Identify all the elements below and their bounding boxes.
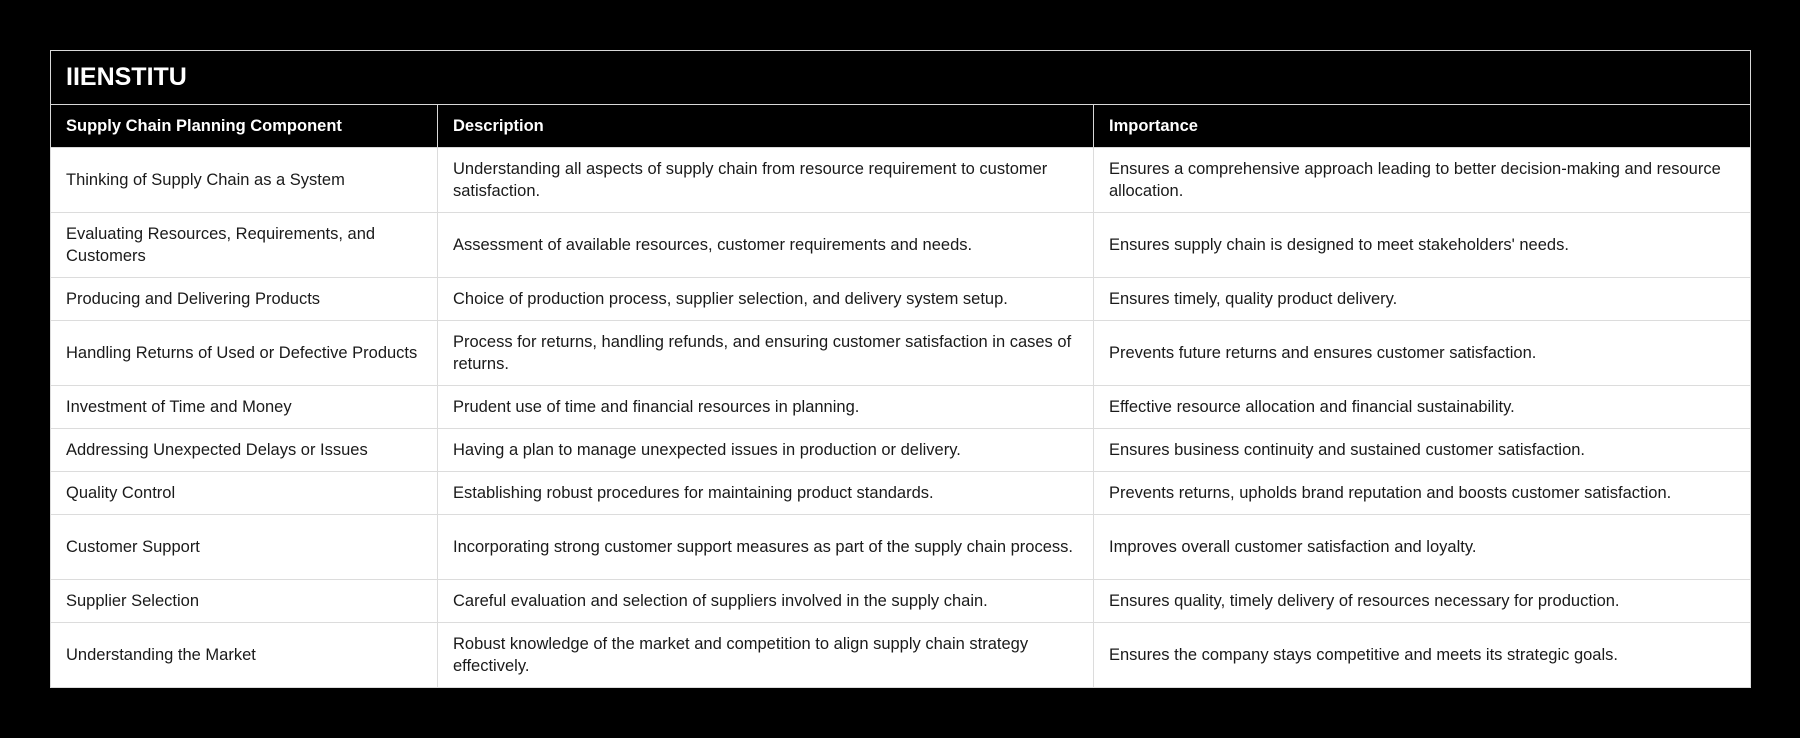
cell-importance: Prevents future returns and ensures customer satisfaction.: [1094, 321, 1751, 386]
cell-component: Quality Control: [51, 472, 438, 515]
cell-description: Choice of production process, supplier selection, and delivery system setup.: [438, 278, 1094, 321]
cell-importance: Effective resource allocation and financial sustainability.: [1094, 386, 1751, 429]
cell-importance: Ensures quality, timely delivery of resources necessary for production.: [1094, 580, 1751, 623]
cell-importance: Prevents returns, upholds brand reputation and boosts customer satisfaction.: [1094, 472, 1751, 515]
cell-description: Assessment of available resources, customer requirements and needs.: [438, 213, 1094, 278]
cell-description: Careful evaluation and selection of suppliers involved in the supply chain.: [438, 580, 1094, 623]
header-row: [51, 105, 1751, 148]
cell-component: Customer Support: [51, 515, 438, 580]
cell-description: Incorporating strong customer support measures as part of the supply chain process.: [438, 515, 1094, 580]
table-row: [51, 148, 1751, 213]
table-row: [51, 213, 1751, 278]
table-title: IIENSTITU: [51, 51, 1751, 105]
title-row: [51, 51, 1751, 105]
cell-component: Thinking of Supply Chain as a System: [51, 148, 438, 213]
table-row: [51, 472, 1751, 515]
cell-component: Producing and Delivering Products: [51, 278, 438, 321]
table-row: [51, 278, 1751, 321]
table-row: [51, 429, 1751, 472]
header-importance: Importance: [1094, 105, 1751, 148]
cell-component: Addressing Unexpected Delays or Issues: [51, 429, 438, 472]
cell-importance: Ensures supply chain is designed to meet stakeholders' needs.: [1094, 213, 1751, 278]
table-row: [51, 515, 1751, 580]
cell-description: Having a plan to manage unexpected issues in production or delivery.: [438, 429, 1094, 472]
cell-description: Establishing robust procedures for maintaining product standards.: [438, 472, 1094, 515]
cell-component: Evaluating Resources, Requirements, and Customers: [51, 213, 438, 278]
table-row: [51, 623, 1751, 688]
cell-importance: Ensures a comprehensive approach leading to better decision-making and resource allocation.: [1094, 148, 1751, 213]
cell-importance: Ensures the company stays competitive and meets its strategic goals.: [1094, 623, 1751, 688]
table-row: [51, 580, 1751, 623]
cell-importance: Ensures business continuity and sustained customer satisfaction.: [1094, 429, 1751, 472]
cell-component: Handling Returns of Used or Defective Products: [51, 321, 438, 386]
cell-component: Investment of Time and Money: [51, 386, 438, 429]
cell-description: Process for returns, handling refunds, and ensuring customer satisfaction in cases of returns.: [438, 321, 1094, 386]
cell-importance: Improves overall customer satisfaction and loyalty.: [1094, 515, 1751, 580]
table-row: [51, 386, 1751, 429]
cell-description: Robust knowledge of the market and competition to align supply chain strategy effectively.: [438, 623, 1094, 688]
header-description: Description: [438, 105, 1094, 148]
cell-description: Prudent use of time and financial resources in planning.: [438, 386, 1094, 429]
supply-chain-table: [50, 50, 1751, 688]
header-component: Supply Chain Planning Component: [51, 105, 438, 148]
cell-description: Understanding all aspects of supply chain from resource requirement to customer satisfaction.: [438, 148, 1094, 213]
cell-importance: Ensures timely, quality product delivery.: [1094, 278, 1751, 321]
cell-component: Understanding the Market: [51, 623, 438, 688]
table-container: [50, 50, 1750, 688]
cell-component: Supplier Selection: [51, 580, 438, 623]
table-row: [51, 321, 1751, 386]
